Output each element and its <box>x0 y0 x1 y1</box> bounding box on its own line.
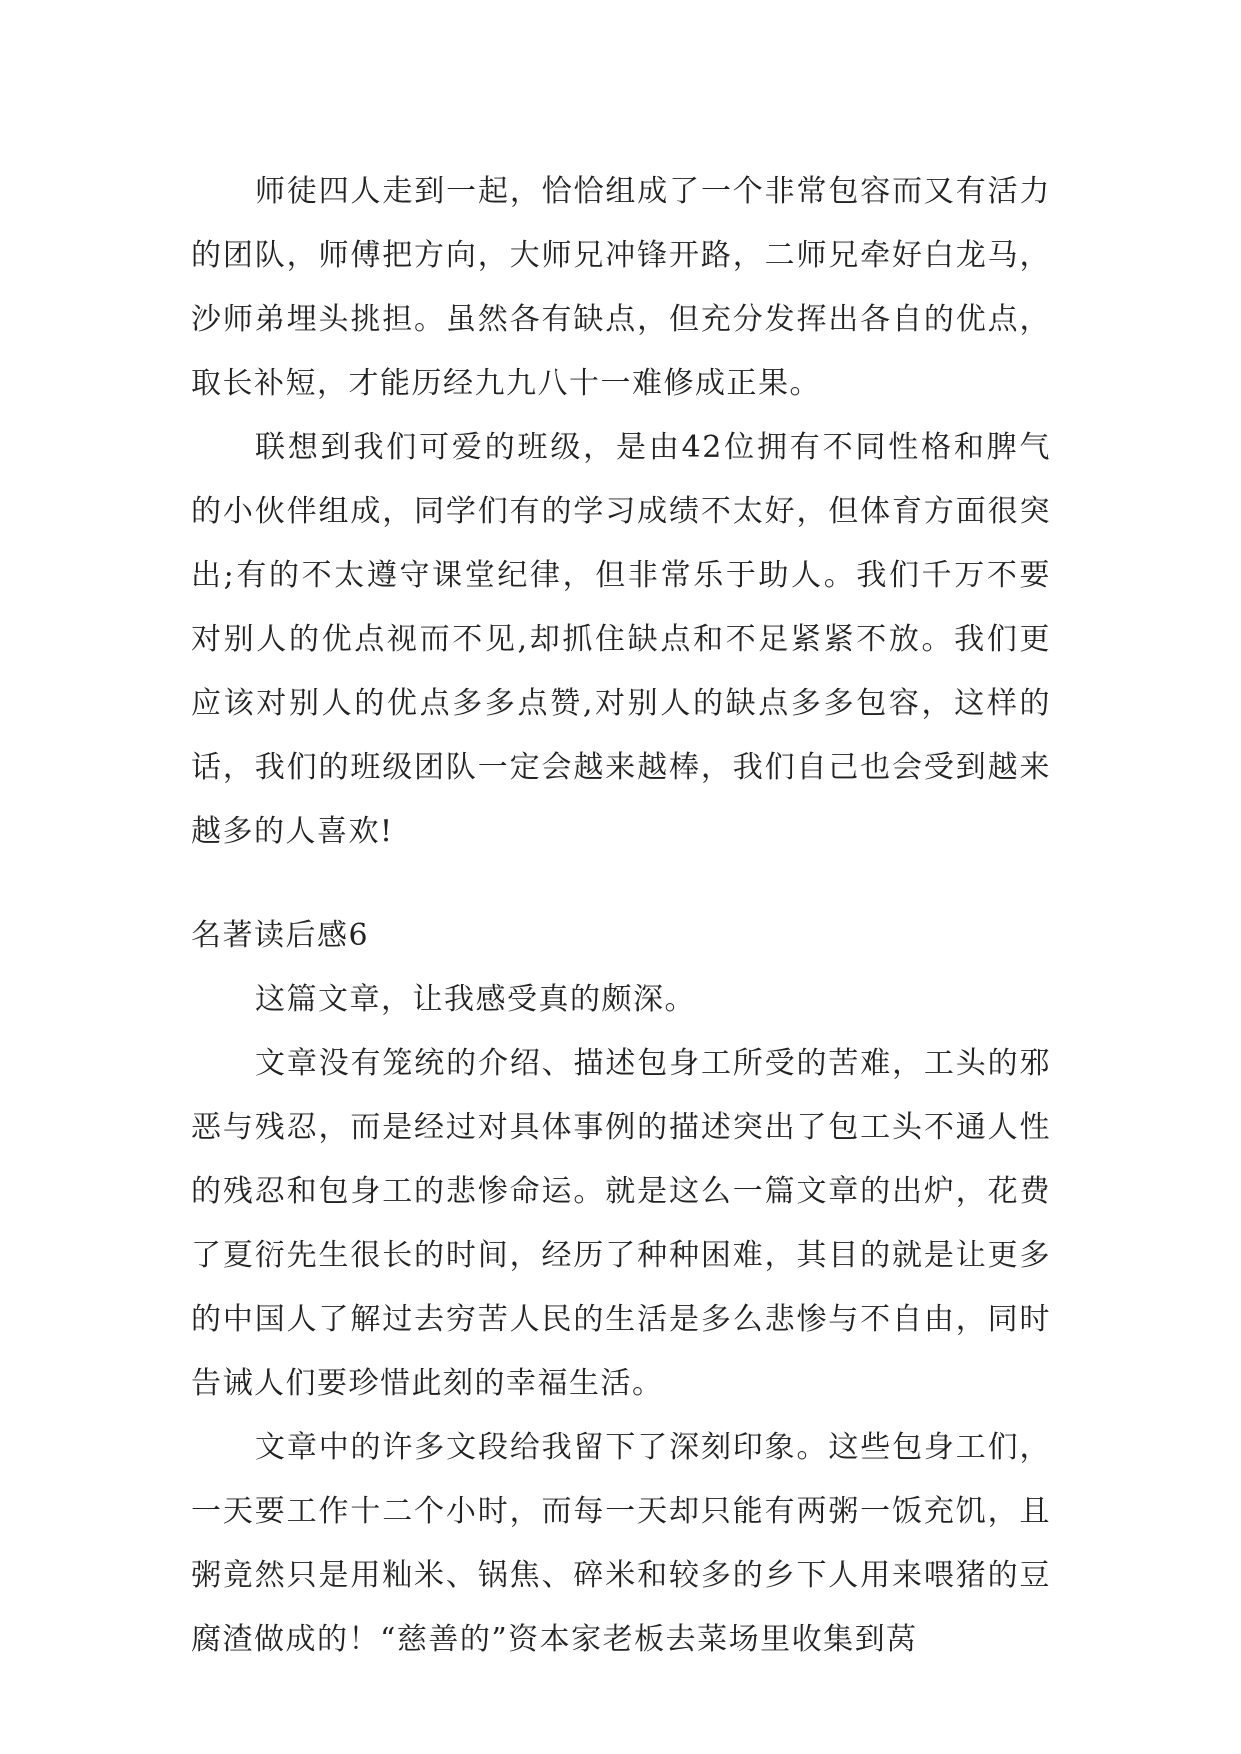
paragraph-5: 文章中的许多文段给我留下了深刻印象。这些包身工们，一天要工作十二个小时，而每一天却只能有两粥一饭充饥，且粥竟然只是用籼米、锅焦、碎米和较多的乡下人用来喂猪的豆腐渣做成的！“慈善的”资本家老板去菜场里收集到莴 <box>191 1430 1051 1657</box>
document-body <box>191 160 1051 1672</box>
paragraph-4: 文章没有笼统的介绍、描述包身工所受的苦难，工头的邪恶与残忍，而是经过对具体事例的描述突出了包工头不通人性的残忍和包身工的悲惨命运。就是这么一篇文章的出炉，花费了夏衍先生很长的时间，经历了种种困难，其目的就是让更多的中国人了解过去穷苦人民的生活是多么悲惨与不自由，同时告诫人们要珍惜此刻的幸福生活。 <box>191 1046 1051 1401</box>
paragraph-1: 师徒四人走到一起，恰恰组成了一个非常包容而又有活力的团队，师傅把方向，大师兄冲锋开路，二师兄牵好白龙马，沙师弟埋头挑担。虽然各有缺点，但充分发挥出各自的优点，取长补短，才能历经九九八十一难修成正果。 <box>191 174 1051 401</box>
paragraph-3: 这篇文章，让我感受真的颇深。 <box>255 982 696 1017</box>
section-title: 名著读后感6 <box>191 918 370 953</box>
paragraph-2: 联想到我们可爱的班级，是由42位拥有不同性格和脾气的小伙伴组成，同学们有的学习成绩不太好，但体育方面很突出;有的不太遵守课堂纪律，但非常乐于助人。我们千万不要对别人的优点视而不见,却抓住缺点和不足紧紧不放。我们更应该对别人的优点多多点赞,对别人的缺点多多包容，这样的话，我们的班级团队一定会越来越棒，我们自己也会受到越来越多的人喜欢! <box>191 430 1051 849</box>
